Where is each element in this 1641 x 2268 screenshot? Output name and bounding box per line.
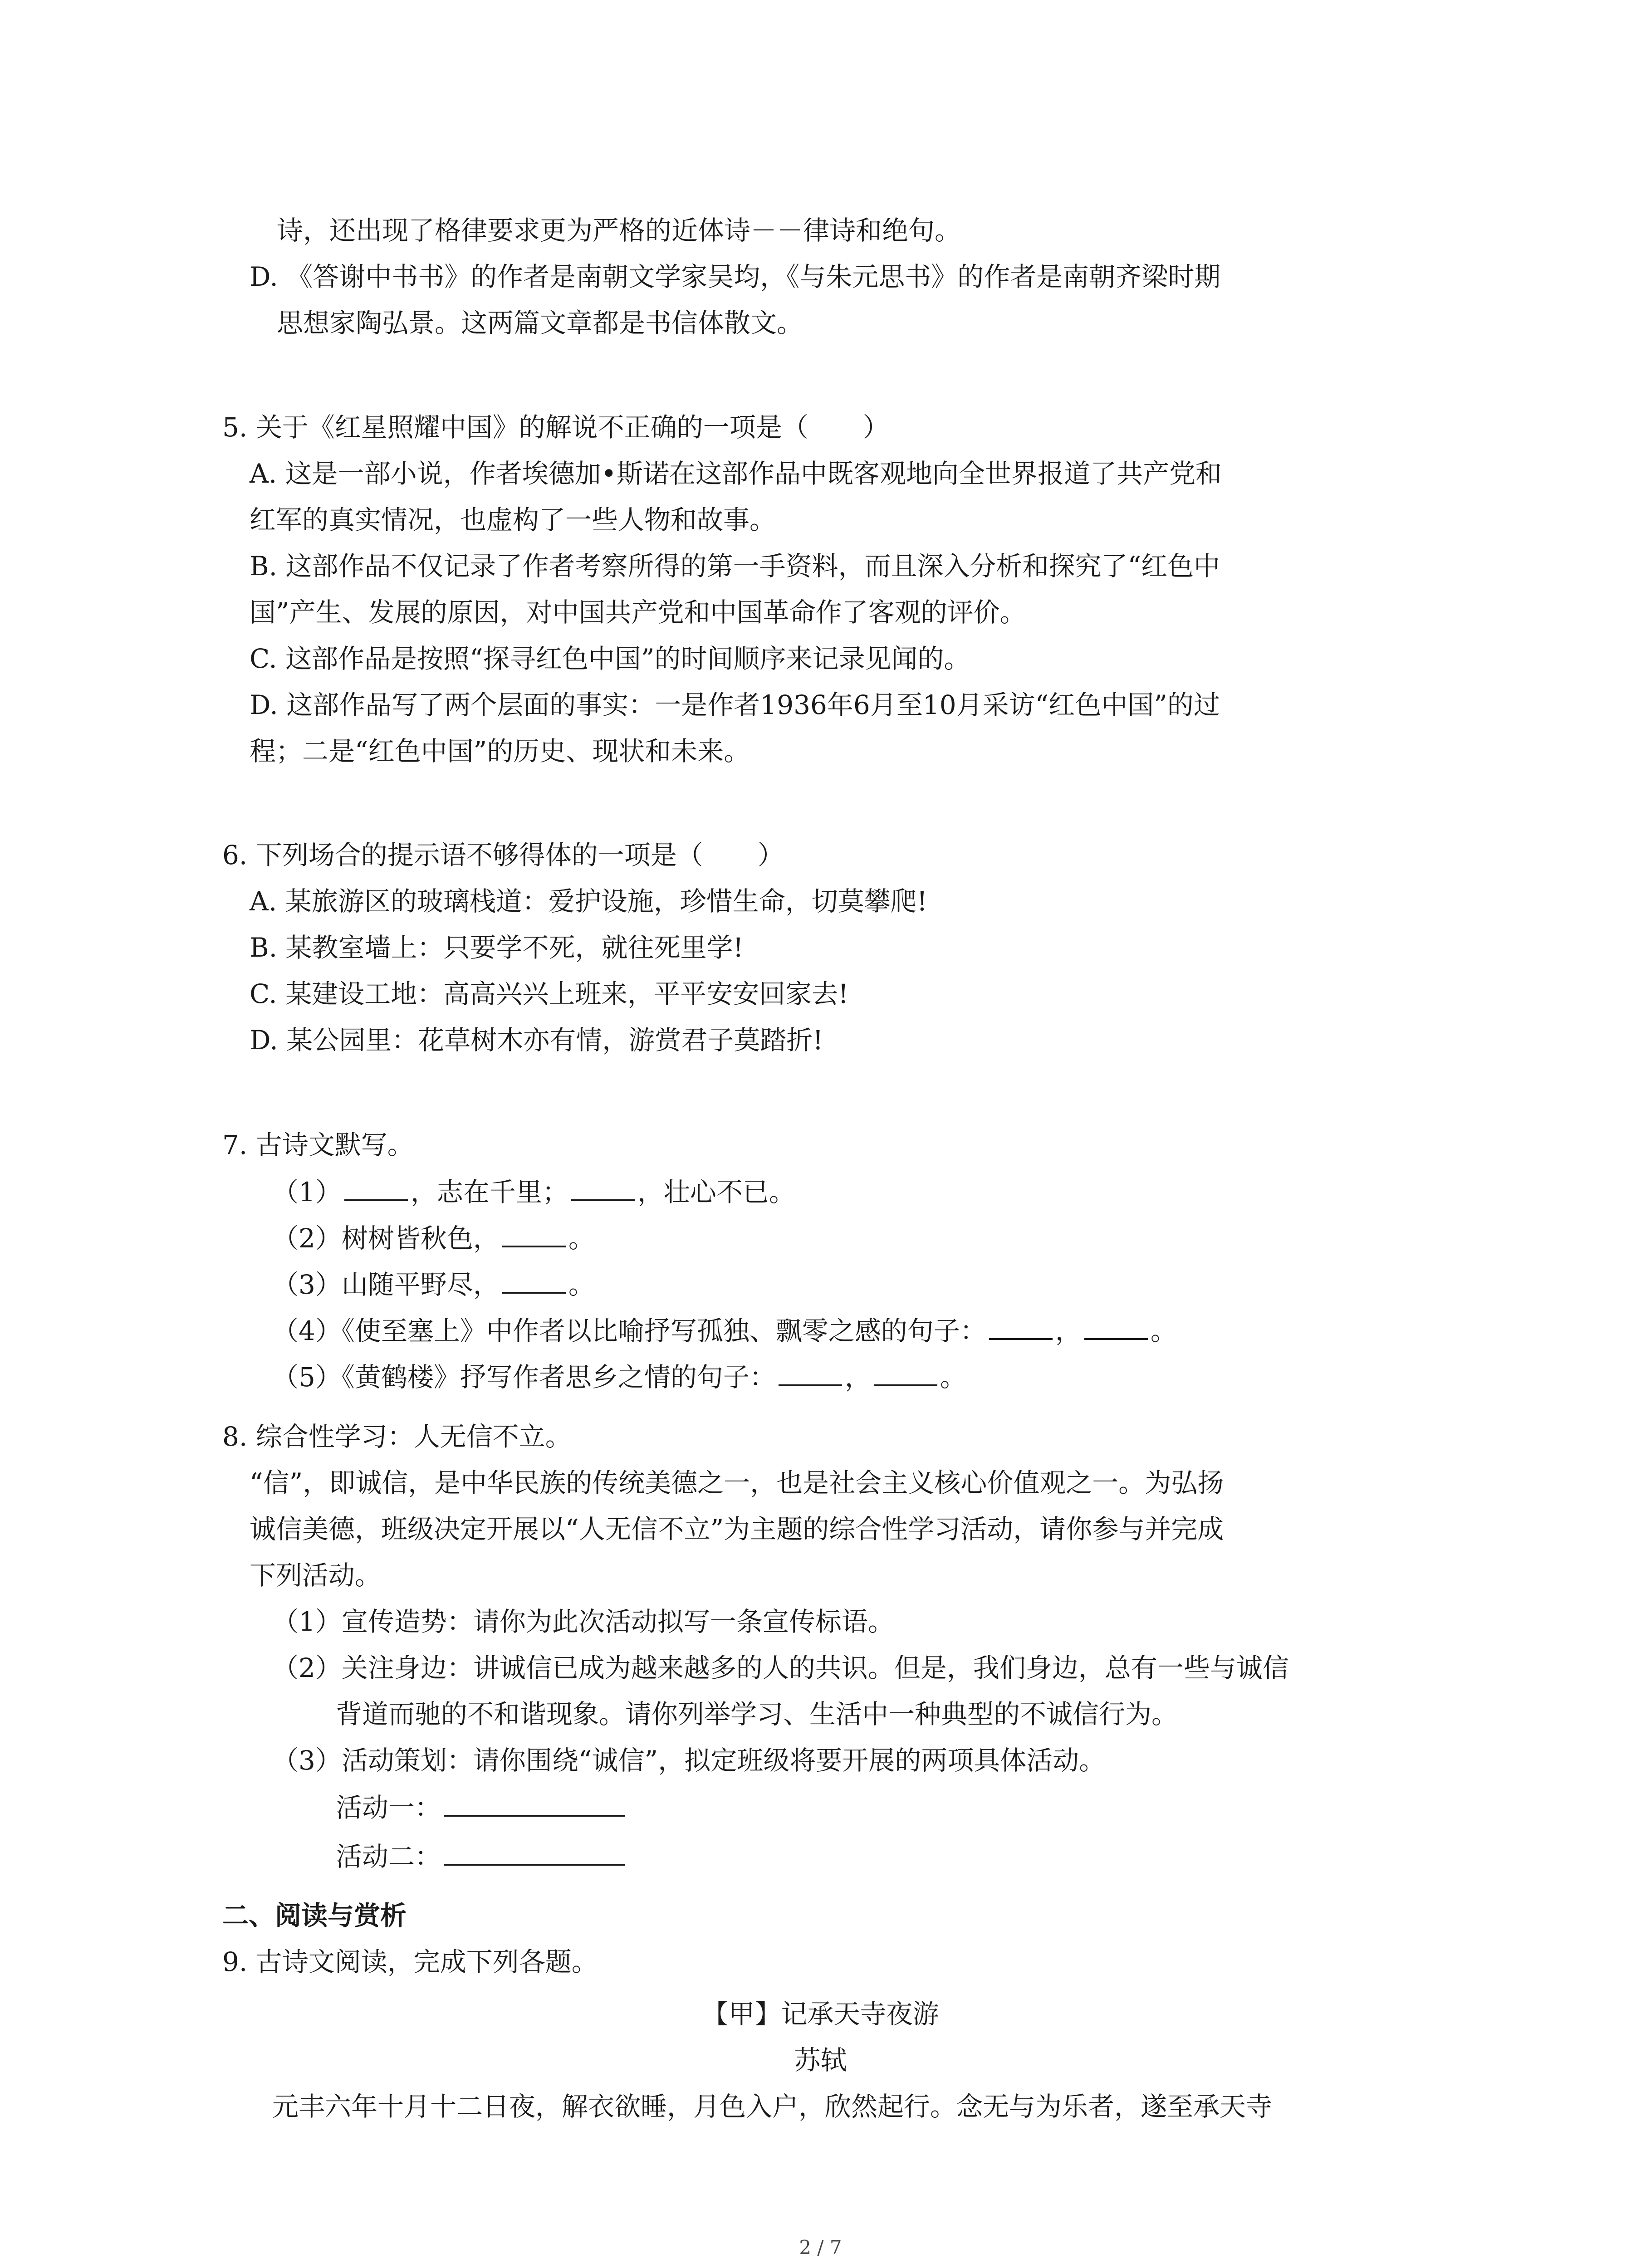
q7-item-1-text-b: ，壮心不已。 (637, 1177, 795, 1207)
q7-item-5-mid: ， (844, 1362, 871, 1393)
q5-option-d-line1: D. 这部作品写了两个层面的事实：一是作者1936年6月至10月采访“红色中国”的过 (250, 689, 1220, 720)
q7-item-1-text-a: ，志在千里； (410, 1177, 568, 1207)
page-number: 2 / 7 (799, 2236, 842, 2258)
q7-item-5-text: （5）《黄鹤楼》抒写作者思乡之情的句子： (272, 1362, 776, 1393)
q8-sub-2-line2: 背道而驰的不和谐现象。请你列举学习、生活中一种典型的不诚信行为。 (336, 1699, 1178, 1730)
q5-stem (222, 409, 889, 445)
fill-blank[interactable] (874, 1358, 937, 1386)
q6-stem-text: 6. 下列场合的提示语不够得体的一项是（ (222, 840, 703, 870)
q8-activity-1 (336, 1789, 628, 1826)
q8-stem: 8. 综合性学习：人无信不立。 (222, 1421, 572, 1452)
fill-blank[interactable] (779, 1358, 842, 1386)
q5-option-c: C. 这部作品是按照“探寻红色中国”的时间顺序来记录见闻的。 (250, 643, 970, 674)
q7-item-4-end: 。 (1150, 1315, 1177, 1346)
q7-item-4 (272, 1312, 1177, 1349)
fill-blank[interactable] (1084, 1312, 1148, 1340)
q7-item-1-num: （1） (272, 1177, 342, 1207)
poem-author: 苏轼 (794, 2045, 847, 2076)
fill-blank[interactable] (571, 1173, 635, 1201)
q4-option-d-line2: 思想家陶弘景。这两篇文章都是书信体散文。 (277, 308, 803, 338)
q8-activity-2 (336, 1838, 628, 1875)
poem-title: 【甲】记承天寺夜游 (702, 1999, 939, 2029)
q7-item-2-end: 。 (568, 1223, 595, 1254)
q7-item-3-text: （3）山随平野尽， (272, 1269, 500, 1300)
q7-item-2 (272, 1219, 595, 1256)
q7-item-2-text: （2）树树皆秋色， (272, 1223, 500, 1254)
q7-stem: 7. 古诗文默写。 (222, 1129, 414, 1160)
q7-item-1 (272, 1173, 795, 1210)
q6-option-a: A. 某旅游区的玻璃栈道：爱护设施，珍惜生命，切莫攀爬! (250, 886, 928, 917)
fill-blank[interactable] (444, 1789, 625, 1817)
q9-stem: 9. 古诗文阅读，完成下列各题。 (222, 1946, 598, 1977)
q6-option-d: D. 某公园里：花草树木亦有情，游赏君子莫踏折! (250, 1025, 823, 1056)
q5-option-a-line1: A. 这是一部小说，作者埃德加•斯诺在这部作品中既客观地向全世界报道了共产党和 (250, 458, 1222, 489)
q7-item-5 (272, 1358, 966, 1395)
q6-stem-close: ） (757, 840, 784, 870)
q7-item-4-text: （4）《使至塞上》中作者以比喻抒写孤独、飘零之感的句子： (272, 1315, 986, 1346)
q8-activity-2-label: 活动二： (336, 1841, 441, 1872)
fill-blank[interactable] (989, 1312, 1053, 1340)
q8-sub-2-line1: （2）关注身边：讲诚信已成为越来越多的人的共识。但是，我们身边，总有一些与诚信 (272, 1652, 1289, 1683)
fill-blank[interactable] (344, 1173, 408, 1201)
q7-item-4-mid: ， (1055, 1315, 1082, 1346)
q5-option-a-line2: 红军的真实情况，也虚构了一些人物和故事。 (250, 504, 776, 535)
q8-para-line2: 诚信美德，班级决定开展以“人无信不立”为主题的综合性学习活动，请你参与并完成 (250, 1514, 1224, 1545)
q5-stem-text: 5. 关于《红星照耀中国》的解说不正确的一项是（ (222, 412, 808, 443)
q5-option-b-line1: B. 这部作品不仅记录了作者考察所得的第一手资料，而且深入分析和探究了“红色中 (250, 551, 1220, 582)
q4-line: 诗，还出现了格律要求更为严格的近体诗－－律诗和绝句。 (277, 215, 961, 246)
q8-activity-1-label: 活动一： (336, 1792, 441, 1823)
q8-para-line3: 下列活动。 (250, 1560, 382, 1591)
q8-sub-1: （1）宣传造势：请你为此次活动拟写一条宣传标语。 (272, 1606, 894, 1637)
q5-option-d-line2: 程；二是“红色中国”的历史、现状和未来。 (250, 736, 750, 767)
q7-item-3 (272, 1266, 595, 1303)
q6-stem (222, 837, 784, 873)
q8-sub-3: （3）活动策划：请你围绕“诚信”，拟定班级将要开展的两项具体活动。 (272, 1745, 1106, 1776)
q7-item-5-end: 。 (940, 1362, 966, 1393)
fill-blank[interactable] (502, 1266, 566, 1294)
q7-item-3-end: 。 (568, 1269, 595, 1300)
q9-text-line1: 元丰六年十月十二日夜，解衣欲睡，月色入户，欣然起行。念无与为乐者，遂至承天寺 (272, 2091, 1273, 2122)
q4-option-d-line1: D. 《答谢中书书》的作者是南朝文学家吴均，《与朱元思书》的作者是南朝齐梁时期 (250, 261, 1221, 292)
q6-option-b: B. 某教室墙上：只要学不死，就往死里学! (250, 932, 744, 963)
fill-blank[interactable] (444, 1838, 625, 1866)
q6-option-c: C. 某建设工地：高高兴兴上班来，平平安安回家去! (250, 978, 849, 1009)
fill-blank[interactable] (502, 1219, 566, 1247)
q8-para-line1: “信”，即诚信，是中华民族的传统美德之一，也是社会主义核心价值观之一。为弘扬 (250, 1467, 1224, 1498)
q5-option-b-line2: 国”产生、发展的原因，对中国共产党和中国革命作了客观的评价。 (250, 597, 1026, 628)
section-heading: 二、阅读与赏析 (222, 1900, 407, 1931)
q5-stem-close: ） (862, 412, 889, 443)
